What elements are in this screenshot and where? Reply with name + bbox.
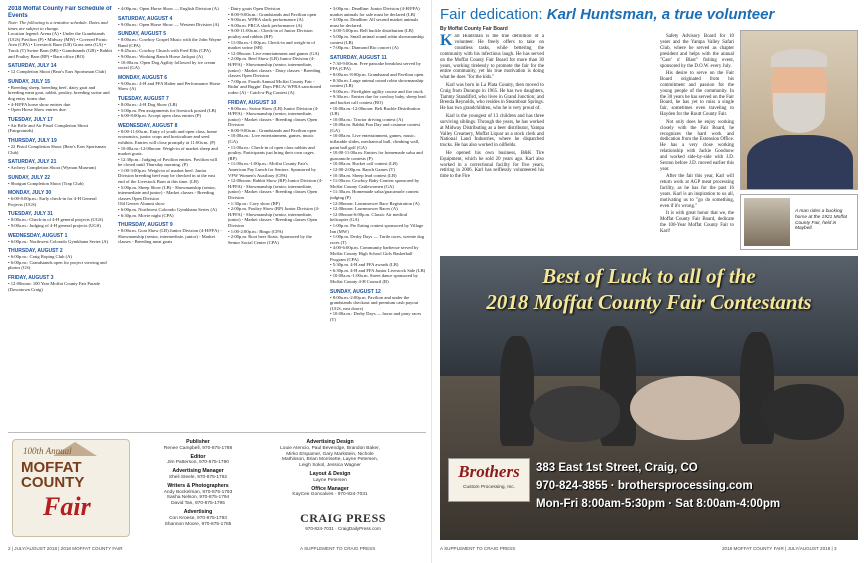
staff-name: Sheli Steele, 970-875-1782 [168,474,228,480]
schedule-entry: • 8:00-11:00a.m. Entry of youth and open class, home economics, junior crops and horticulture and seed exhibits. Entries will close promptly at 11:00a.m. (P) [118,128,218,145]
staff-name: Andy Bockelman, 970-875-1793 [163,489,233,495]
staff-role: Advertising [183,508,213,515]
schedule-entry: • 8:00-9:00a.m.: Grandstands and Pavilion open [228,11,317,17]
schedule-entry: • 10:30a.m. Sheep lead contest (LB) [330,172,397,178]
article-column-2 [550,34,654,248]
schedule-entry: • 22 Pistol Completion Shoot (Bear's Ears Sportsman Club) [8,143,106,155]
schedule-day-heading: FRIDAY, AUGUST 10 [228,99,277,106]
staff-name: KayCee Goncalves · 970-824-7031 [292,492,368,498]
bucking-horse-photo [744,198,790,246]
footer-left: 2 | JULY/AUGUST 2018 | 2018 MOFFAT COUNTY FAIR [8,546,123,551]
schedule-entry: • 4:00p.m.: Open Horse Show — English Division (A) [118,6,219,11]
schedule-day-heading: FRIDAY, AUGUST 3 [8,275,54,282]
staff-role: Writers & Photographers [167,482,229,489]
schedule-entry: • 5:30p.m. 4-H and FFA awards (LB) [330,262,399,268]
schedule-entry: • 3:00p.m.: Deadline: Junior Division (4-H/FFA) market animals for sale must be declared (LB) [330,6,420,17]
staff-name: Louie Atencio, Paul Bevendge, Brandon Baker, [280,445,380,451]
article-paragraph: Safety Advisory Board for 10 years and the Yampa Valley Safari Club, where he served as chapter president and helps with the annual "Cast' n' Blast" fishing event, sponsored by the D.O.W. every July. [660,34,734,69]
schedule-day-heading: SUNDAY, JULY 22 [8,174,51,181]
article-paragraph: Not only does he enjoy working closely with the Fair Board, he recognizes the hard work and dedication from the Extension Office. He has a very close working relationship with Jackie Goodnow and worked side-by-side with J.D. Sexton before J.D. moved earlier this year. [660,119,734,172]
schedule-entry: • 1:00-3:00p.m. Weigh-in of market beef. Junior Division breeding beef may be checked in at the east end of the Livestock Barn at this time. (LB) [118,167,216,185]
schedule-entry: • 3:00p.m. Deadline: All second market animals must be declared. [330,17,419,28]
schedule-entry: • 10:00a.m. Live entertainment, games, music, inflatable slides, mechanical bull, climbing wall, paint ball golf (GA) [330,133,420,150]
ad-phone: 970-824-3855 · brothersprocessing.com [536,480,753,492]
schedule-entry: • Shotgun Completion Shoot (Trap Club) [8,180,84,186]
schedule-entry: • 10:00a.m.-1:00a.m. Street dance sponsored by Moffat County 4-H Council (B) [330,273,418,284]
schedule-entry: • 10:00a.m.: Tractor driving contest (A) [330,116,403,122]
schedule-entry: • 4:00-6:00p.m. Community barbecue served by Moffat County High School Girls Basketball Program (CPA) [330,245,419,262]
schedule-entry: • 12:00-2:00p.m. Ranch Games (T) [330,167,395,173]
schedule-day-heading: TUESDAY, JULY 31 [8,211,53,218]
schedule-entry: • Breeding sheep, breeding beef, dairy goat and breeding meat goat, rabbit, poultry, breeding swine and dog entry forms due. [8,84,110,101]
schedule-entry: • 10:00a.m. Open Dog Agility followed by ice cream social (GA) [118,59,216,71]
schedule-entry: • 2:00p.m. Poultry Show (RP) Junior Division (4-H/FFA) - Showmanship (senior, intermediate, junior) - Market classes - Breeding classes Open Division [228,206,320,228]
schedule-entry: • 8:30a.m. Large animal round robin showmanship contest (LB) [330,77,424,89]
schedule-column-1 [8,6,112,436]
staff-name: Shannon Moore, 970-875-1785 [164,521,232,527]
schedule-day-heading: TUESDAY, JULY 17 [8,116,53,123]
schedule-entry: • 1:00-2:00p.m.: Bingo (CPA) [228,228,284,234]
logo-moffat-county: MOFFAT COUNTY [21,459,85,491]
schedule-entry: • 12:30p.m.: Judging of Pavilion entries. Pavilion will be closed until Thursday morning. (P) [118,156,218,168]
drop-cap: K [440,34,453,49]
schedule-entry: • 5:00p.m. Sheep Show (LB) - Showmanship (senior, intermediate and junior) - Market classes - Breeding classes Open Division [118,184,216,201]
schedule-entry: • 6:30p.m. Movie night (CPA) [118,212,174,218]
schedule-entry: • 8:00a.m. Goat Show (LB) Junior Division (4-H/FFA) - Showmanship (senior, intermediate, junior) - Market classes - Breeding meat goats [118,228,222,245]
schedule-entry: • 10:00a.m.-12:00noon: Weigh-in of market sheep and market goats. [118,145,218,157]
schedule-entry: • Archery Completion Shoot (Wyman Museum) [8,165,96,171]
schedule-entry: • 10:00a.m. Rabbit Fun Day and costume contest (GA) [330,122,421,133]
schedule-day-heading: THURSDAY, JULY 19 [8,137,57,144]
ad-headline-2: 2018 Moffat County Fair Contestants [486,290,812,314]
logo-annual: 100th Annual [23,446,72,456]
staff-list-1 [138,437,258,527]
schedule-entry: • 11:00a.m.-1:00p.m.: Moffat County Fair's American Pay Lunch for Seniors. Sponsored by VFW Women's Auxiliary (CPA) [228,161,316,178]
staff-name: Sasha Nelson, 970-875-1794 [166,495,230,501]
schedule-entry: • 11:30a.m. Homemade salsa/guacamole contest judging (P) [330,189,419,200]
article-paragraph: Karl was born in La Plata County, then moved to Craig from Durango in 1965. He has two daughters, Tammy Standifird, who lives in Grand Junction; and Brenda Reynolds, who resides in Steamboat Springs. He has two grandchildren, who he is very proud of. [440,82,544,112]
schedule-day-heading: THURSDAY, AUGUST 2 [8,248,63,255]
schedule-day-heading: MONDAY, JULY 30 [8,190,52,197]
footer-right-right: 2018 MOFFAT COUNTY FAIR | JULY/AUGUST 2018 | 3 [722,546,837,551]
schedule-entry: • 10:00a.m. Bucket calf contest (LB) [330,161,398,167]
schedule-entry: • 12:00noon-6:00p.m. Classic Air medical helicopter (GA) [330,211,408,223]
schedule-day-heading: TUESDAY, AUGUST 7 [118,95,169,102]
staff-name: Con Kroese, 970-875-1783 [169,515,227,521]
schedule-entry: • Air Rifle and Air Pistol Completion Shoot (Fairgrounds) [8,122,89,134]
schedule-entry: • 4-H/FFA horse show entries due. [8,101,72,107]
article-paragraph: Karl is the youngest of 13 children and has three surviving siblings. Through the years, he has worked at Midway Distributing as a beer distributor, Yampa Valley Creamery, Moffat Liquor as a stock clerk and National Land Industries, where he dispatched trucks. He has also worked in oilfields. [440,113,544,149]
schedule-entry: Note: The following is a tentative schedule. Dates and times are subject to change. [8,20,108,31]
schedule-entry: • 9:30a.m.: Entries due for cowboy baby, sheep lead and bucket calf contest (BO) [330,94,426,105]
schedule-entry: • 10:00a.m.: Live entertainment, games, music (GA) [228,133,314,145]
footer-mid: A SUPPLEMENT TO CRAIG PRESS [300,546,376,551]
schedule-entry: • 8:00a.m.-8:00p.m. Grandstand and Pavilion open. [330,71,425,77]
schedule-entry: • 5:00p.m. Pen assignments for livestock posted (LB) [118,107,217,113]
schedule-entry: • 12:00noon: Lawnmower Race Registration (A) [330,200,420,206]
schedule-entry: • 9:00-11:00a.m.: Check-in of Junior Division poultry and rabbits (RP) [228,28,313,39]
craig-press-logo [298,511,388,531]
schedule-entry: • 3:00-5:00p.m. Bell buckle distribution (LB) [330,28,414,34]
staff-role: Layout & Design [309,470,351,477]
schedule-day-heading: SUNDAY, JULY 15 [8,78,51,85]
footer-right-left: A SUPPLEMENT TO CRAIG PRESS [440,546,516,551]
staff-role: Publisher [186,439,210,445]
schedule-entry: • 9:00a.m.: Firefighter agility course and fire truck [330,88,423,94]
staff-name: Leigh Sokol, Jessica Wagner [299,463,361,469]
schedule-day-heading: SATURDAY, JULY 21 [8,159,57,166]
schedule-entry: • 6:00-8:00p.m. Accept open class entries (P) [118,113,202,119]
schedule-entry: • 8:00a.m.: Check-in of 4-H general projects (UGS) [8,217,104,223]
schedule-entry: • 7:30-9:00a.m. Free pancake breakfast served by FFA (CPA) [330,60,421,72]
ad-headline-1: Best of Luck to all of the [542,264,756,288]
schedule-entry: • 1:30p.m.: Cavy show (RP) [228,200,280,206]
schedule-day-heading: SUNDAY, AUGUST 5 [118,31,166,38]
schedule-day-heading: SATURDAY, JULY 14 [8,63,57,70]
schedule-day-heading: THURSDAY, AUGUST 9 [118,222,173,229]
schedule-entry: • 8:45a.m.: Cowboy Church with Fred Ellis (CPA) [118,48,211,54]
schedule-entry: • 10:00-11:00a.m. Entries for homemade salsa and guacamole contests (P) [330,150,423,161]
article-column-1 [440,34,544,246]
schedule-entry: • 9:00a.m. WFRA slack performance (A) [228,17,304,23]
schedule-entry: • 6:00-8:00p.m.: Early check-in for 4-H General Projects (UGS) [8,196,97,207]
schedule-entry: Old Geezer Alumni show [118,201,165,207]
staff-list-2 [270,437,390,498]
schedule-entry: • 9:00a.m.: 4-H and FFA Halter and Performance Horse Show (A) [118,80,221,92]
schedule-column-4 [330,6,426,436]
schedule-entry: • 11:00a.m.-1:00p.m. Check-in and weigh-in of market swine (SB) [228,39,316,51]
karl-huntsman-photo [740,30,858,190]
article-paragraph: His desire to serve on the Fair Board originated from his commitment and passion for the young people of the community. In the 30 years he has served on the Fair Board, he has yet to miss a single fair, sometimes even traveling to Hayden for the Routt County Fair. [660,70,734,118]
staff-name: Layne Petersen [313,477,347,483]
schedule-day-heading: MONDAY, AUGUST 6 [118,74,168,81]
schedule-entry: • 11:00a.m.: Check-in of open class rabbits and poultry. Participants just bring their own cages. (RP) [228,144,315,161]
brothers-brand: Brothers [458,462,520,481]
schedule-entry: • 9:00a.m.: Judging of 4-H general projects (UGS) [8,223,101,229]
schedule-entry: • 7:00p.m.: Diamond Rio concert (A) [330,45,399,51]
logo-fair: Fair [43,492,91,521]
schedule-entry: • 8:00-9:00a.m.: Grandstands and Pavilion open [228,127,317,133]
schedule-entry: • 12:00noon: 100 Year Moffat County Fair Parade (Downtown Craig) [8,281,100,292]
article-paragraph: arl Huntsman is the true definition of a volunteer. He freely offers to take on countless tasks, while bettering the community with his infectious laugh. He has served on the Moffat County Fair Board for more than 30 years, working tirelessly to promote the fair for the entire community, yet his true motivation is doing what he does "for the kids." [440,34,544,81]
schedule-entry: • 9:00a.m.: Working Ranch Horse Jackpot (A) [118,53,203,59]
staff-name: Jim Patterson, 970-875-1790 [167,460,229,466]
staff-name: Renee Campbell, 970-875-1788 [163,445,233,451]
schedule-entry: • 11:00a.m. Cowboy Baby Contest sponsored by Moffat County Cattlewomen (GA) [330,178,420,189]
article-paragraph: He opened his own business, B&K Tire Equipment, which he sold 20 years ago. Karl also worked in a correctional facility for five years, retiring in 2006. Karl has selflessly volunteered his time to the Fire [440,150,544,180]
schedule-day-heading: WEDNESDAY, AUGUST 1 [8,232,68,239]
schedule-entry: • 6:00p.m.: Grandstands open for project viewing and photos (GS) [8,259,107,271]
schedule-title: 2018 Moffat County Fair Schedule of Events [8,6,112,19]
craig-press-name: CRAIG PRESS [300,511,386,525]
staff-role: Advertising Design [306,439,354,445]
staff-role: Editor [190,453,206,460]
schedule-entry: • 9:00a.m. PRCA slack performance (A) [228,22,303,28]
article-headline: Fair dedication: Karl Huntsman, a true volunteer [440,6,775,23]
schedule-entry: • 8:00a.m.: 4-H Dog Show (LB) [118,101,178,107]
craig-press-contact: 970-824-7031 · CraigDailyPress.com [305,526,381,531]
schedule-entry: • 10:00a.m.-12:00noon: Belt Buckle Distribution (LB) [330,105,420,117]
photo-caption-box [740,194,858,250]
schedule-entry: • 1:00p.m. Pie Eating contest sponsored by Village Inn (MW) [330,222,424,234]
ad-hours: Mon-Fri 8:00am-5:30pm · Sat 8:00am-4:00pm [536,498,781,510]
article-column-3 [660,34,734,236]
brothers-logo [448,458,530,502]
article-byline: By Moffat County Fair Board [440,26,508,32]
article-paragraph: It is with great honor that we, the Moffat County Fair Board, dedicate the 100-Year Moffat County Fair to Karl! [660,211,734,234]
schedule-entry: • 10:00a.m.: Derby Days — horse and pony races (T) [330,311,422,322]
schedule-entry: • 9:00a.m.: Open Horse Show — Western Division (A) [118,21,220,27]
brothers-sub: Custom Processing, Inc. [463,485,515,490]
schedule-day-heading: SATURDAY, AUGUST 11 [330,54,387,61]
fair-logo [12,439,130,537]
schedule-entry: • 12:00noon: Rabbit Show (RP) Junior Division (4-H/FFA) - Showmanship (senior, intermediate, junior) - Market classes - Breeding classes Open Division [228,178,323,200]
staff-role: Office Manager [311,485,349,492]
schedule-entry: • 6:00p.m. Northwest Colorado Gymkhana Series (A) [118,207,217,213]
photo-caption: A man rides a bucking horse at the 1921 Moffat County Fair, held in Maybell. [795,209,847,232]
schedule-entry: • 12 Completion Shoot (Bear's Ears Sportsman Club) [8,69,106,75]
schedule-entry: • 8:00a.m.-2:00p.m. Pavilion and under the grandstands checkout and premium cash payout (UGS, east doors) [330,294,419,311]
staff-name: Mirko Erspamer, Gary Markstein, Nichole [286,451,374,457]
schedule-entry: • 12:00noon: Live entertainment and games (GA) [228,50,320,56]
article-paragraph: After the fair this year, Karl will return work at AGP meat processing facility, as he has for the past 16 years. Karl is an inspiration to us all, motivating us to "go do something, even if it's wrong." [660,174,734,209]
staff-name: David Tan, 970-875-1795 [171,501,225,507]
schedule-column-2 [118,6,222,436]
schedule-entry: • 6:00p.m.: Craig Roping Club (A) [8,254,73,260]
staff-name: Mathisson, Brian Morrisette, Layne Petersen, [282,457,378,463]
schedule-day-heading: SATURDAY, AUGUST 4 [118,15,173,22]
schedule-entry: • 1:00p.m. Derby Days — Turtle races, weenie dog races (T) [330,234,425,245]
schedule-entry: • 2:00p.m. Beef Show (LB) Junior Division (4-H/FFA) - Showmanship (senior, intermediate, junior) - Market classes - Dairy classes - Breeding classes Open Division [228,56,321,79]
schedule-entry: • 12:00noon: Lawnmower Races (A) [330,206,398,212]
schedule-entry: • 8:00a.m.: Swine Show (LB) Junior Division (4-H/FFA) - Showmanship (senior, intermediate, junior) - Market classes - Breeding classes Open Division [228,105,319,128]
schedule-entry: • Open Horse Show entries due. [8,107,67,113]
staff-box [8,432,426,540]
staff-role: Advertising Manager [172,468,224,475]
schedule-column-3 [228,6,324,436]
schedule-entry: • 6:30p.m. 4-H and FFA Junior Livestock Sale (LB) [330,267,426,273]
right-page [432,0,864,563]
schedule-day-heading: WEDNESDAY, AUGUST 8 [118,122,178,129]
schedule-entry: - Dairy goats Open Division [228,6,281,11]
brothers-advertisement [440,256,858,540]
schedule-entry: • 2:00p.m. Root beer floats. Sponsored by the Senior Social Center (CPA) [228,234,312,245]
ad-address: 383 East 1st Street, Craig, CO [536,462,698,474]
schedule-entry: • 7:00p.m. Fourth Annual Moffat County Fair - Ridin' and Riggin' Days PRCA/ WFRA sanctioned rodeo (A) - Catch-a-Pig Contest (A) [228,78,322,95]
schedule-day-heading: SUNDAY, AUGUST 12 [330,288,381,295]
schedule-entry: • 6:00p.m.: Northwest Colorado Gymkhana Series (A) [8,238,109,244]
schedule-entry: • 8:00a.m.: Cowboy Gospel Music with the John Wayne Band (CPA) [118,37,222,48]
schedule-entry: • 5:00p.m. Small animal round robin showmanship contest (LB) [330,33,424,45]
schedule-entry: Location legend: Arena (A) • Under the Grandstands (UGS) Pavilion (P) • Midway (MW) • Covered Picnic Area (CPA) • Livestock Barn (LB) Grass area (GA) • Truck (T) Swine Barn (SB) • Grandstands (GB) • Rabbit and Poultry Barn (RP) • Barn office (BO) [8,31,112,59]
